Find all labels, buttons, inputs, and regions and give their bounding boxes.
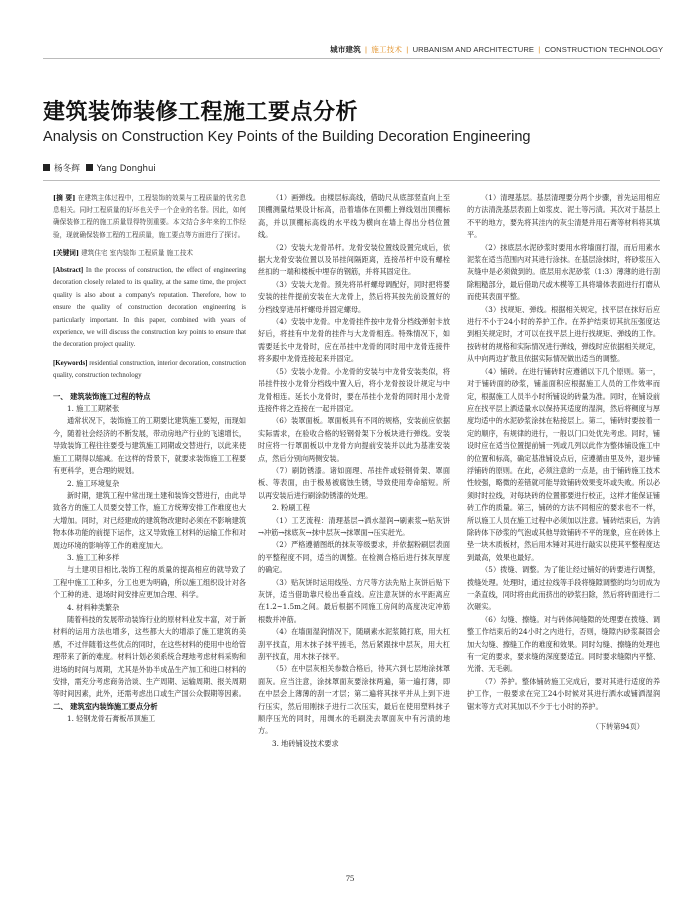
paragraph: （6）勾缝、擦缝。对与砖体间缝隙的处理要在拨缝、调整工作结束后的24小时之内进行，否则，缝隙内砂浆凝固会加大勾缝、擦缝工作的难度和效果。同时勾缝、擦缝的处理也有一定的要求，要求缝的深度要适宜。同时要求缝隙内平整、光滑、无毛刺。	[467, 614, 660, 674]
subheading: 2. 粉刷工程	[272, 503, 310, 513]
subheading: 3. 地砖铺设技术要求	[272, 738, 339, 748]
paragraph: （5）在中层灰相关参数合格后，待其六到七层地涂抹罩面灰。应当注意，涂抹罩面灰要涂抹两遍，第一遍打薄，即在中层会上薄薄的刮一才层；第二遍将其抹平并从上到下进行压实，然后用刚抹子进行二次压实，最后在使用塑料抹子顺序压光的同时，用绸水的毛刷洗去罩面灰中有污渍的地方。	[258, 664, 450, 736]
keywords-cn-label: [关键词]	[53, 248, 80, 257]
square-bullet-icon	[43, 164, 50, 171]
paragraph: （5）拨缝、调整。为了能让经过铺好的砖要进行调整，拨缝处理。处理时，通过拉线等手段将缝隙调整的均匀切成为一条直线，同时将由此而挤出的砂浆扫除，然后将砖面进行二次砸实。	[467, 565, 660, 612]
header-separator: |	[365, 45, 368, 54]
abstract-en-text: In the process of construction, the effect of engineering decoration closely related to its quality, at the same time, the project quality is also about a company's reputation. Therefore, how to ensure the quality of construction decoration engineering is particularly important. In this paper, combined with years of experience, we will discuss the construction key points to ensure that the decoration project quality.	[53, 267, 246, 349]
article-title-cn: 建筑装饰装修工程施工要点分析	[43, 100, 359, 125]
title-rule	[43, 180, 660, 181]
subheading: 4. 材料种类繁杂	[67, 602, 120, 612]
author-line	[43, 162, 156, 174]
subheading: 3. 施工工种多样	[67, 552, 120, 562]
paragraph: （3）找规矩、弹线。根据相关规定，找平层在抹好后应进行不小于24小时的养护工作。在养护结束切其抗压强度达到相关规定时，才可以在找平层上进行找规矩、弹线的工作。按砖材的规格和实际情况进行弹线，弹线时应依据相关规定，从中向两边扩散且依据实际情况做出适当的调整。	[467, 304, 660, 364]
header-separator: |	[538, 45, 541, 54]
paragraph: （7）刷防锈漆。诸如面理、吊挂件或轻钢骨架、罩面板、等表面，由于极易被腐蚀生锈，导致使用寿命缩短。所以再安装后进行刷涂防锈漆的处理。	[258, 465, 450, 500]
paragraph: （2）严格遵循图纸的抹灰等级要求，并依据粉刷层表面的平整程度不同，适当的调整。在检测合格后进行抹灰厚度的确定。	[258, 540, 450, 575]
section-heading-1: 一、 建筑装饰施工过程的特点	[53, 391, 151, 401]
subheading: 1. 轻钢龙骨石膏板吊顶施工	[67, 714, 156, 724]
column-3	[467, 192, 660, 852]
keywords-en-label: [Keywords]	[53, 359, 88, 367]
paragraph: （4）在墙面湿润情况下，随刷素水泥浆随打底，用大杠刮平找直，用木抹子抹平搓毛，然后紧跟抹中层灰，用大杠刮平找直，用木抹子抹平。	[258, 627, 450, 662]
header-journal-cn: 城市建筑	[330, 45, 361, 54]
keywords-cn-text: 建筑住宅 室内装饰 工程质量 施工技术	[81, 248, 193, 257]
subheading: 1. 施工工期紧张	[67, 404, 120, 414]
column-1	[53, 192, 246, 852]
paragraph: （1）画弹线。由楼层标高线，借助尺从底部竖直向上至顶棚测量结果设计标高，沿着墙体在顶棚上弹线划出顶棚标高，并以顶棚标高线的水平线为横向在墙上得出分档位置线。	[258, 193, 450, 240]
paragraph: 新时期，建筑工程中常出现土建和装饰交替进行，由此导致各方的施工人员要交替工作，施工方统筹安排工作难度也大大增加。同时，对已经建成的建筑物改建时必须在不影响建筑物本体功能的前提下运作，这又导致施工材料的运输工作和对周边环境的影响等工作的难度加大。	[53, 490, 246, 550]
subheading: 2. 施工环境复杂	[67, 478, 120, 488]
keywords-en-text: residential construction, interior decoration, construction quality, construction technology	[53, 359, 246, 380]
paragraph: 通常状况下，装饰施工的工期要比建筑施工要短，而现如今，随着社会经济的不断发展，带动房地产行业的飞速增长，导致装饰工程往往要受与建筑施工同期或交替进行，以此来使施工工期得以缩减。在这样的背景下，就要求装饰施工工程要有更科学，更合理的规划。	[53, 416, 246, 476]
abstract-en-label: [Abstract]	[53, 267, 84, 275]
paragraph: 与土建项目相比,装饰工程的质量的提高相应的就导致了工程中施工工种多，分工也更为明确，所以施工组织设计对各个工种的进、退场时间安排应更加合理、科学。	[53, 565, 246, 600]
section-heading-2: 二、 建筑室内装饰施工要点分析	[53, 701, 158, 711]
paragraph: （1）清理基层。基层清理要分两个步骤，首先运用相应的方法清洗基层表面上如浆皮、泥土等污渍。其次对于基层上不平的地方，要先将其洼内的灰尘清楚并用石膏等材料将其填平。	[467, 193, 660, 240]
paragraph: （3）安装大龙骨。预先将吊杆螺母调配好，同时把将要安装的挂件提前安装在大龙骨上，然后将其按先前设置好的分档线穿进吊杆螺母并固定螺母。	[258, 279, 450, 314]
continued-note: （下转第94页）	[591, 722, 644, 732]
journal-header	[330, 44, 664, 55]
abstract-en	[53, 265, 246, 352]
paragraph: （5）安装小龙骨。小龙骨的安装与中龙骨安装类似，将吊挂件按小龙骨分档线中置入后，将小龙骨按设计规定与中龙骨相连。延长小龙骨时，要在吊挂小龙骨的同时用小龙骨连接件将之连接在一起并固定。	[258, 366, 450, 413]
paragraph: （1）工艺流程：清理基层→洒水湿润→刷素浆→贴灰饼→冲筋→抹底灰→抹中层灰→抹罩面→压实赶光。	[258, 515, 450, 537]
paragraph: （2）抹底层水泥砂浆时要用水将墙面打湿，而后用素水泥浆在适当范围内对其进行涂抹。在基层涂抹时，将砂浆压入灰缝中是必须做到的。底层用水泥砂浆（1:3）薄薄的进行刮除粗糙部分，最后借助尺或木模等工具将墙体表面进行打磨从而使其表面平整。	[467, 242, 660, 302]
header-section-cn: 施工技术	[371, 45, 403, 54]
paragraph: 随着科技的发展带动装饰行业的原材料业发丰富，对于新材料的运用方法也增多，这些都大大的增添了施工建筑的美感，不过伴随着这些优点的同时，在这些材料的使用中也给管理带来了新的难度。材料计划必须系统合理地考虑材料采购和进场的时间与周期，尤其是外协半成品生产加工和进口材料的安排，需充分考虑商务洽谈、生产周期、运输周期、报关周期等时间因素，此外，还需考虑出口或生产国公众假期等因素。	[53, 614, 246, 699]
abstract-cn-label: [摘 要]	[53, 194, 76, 202]
page-number: 75	[345, 873, 355, 883]
header-rule	[43, 58, 660, 59]
header-separator: |	[406, 45, 409, 54]
paragraph: （7）养护。整体铺砖施工完成后，要对其进行适度的养护工作，一般要求在完工24小时候对其进行洒水或铺洒湿润锯末等方式对其加以不少于七小时的养护。	[467, 676, 660, 711]
paragraph: （3）贴灰饼时运用线坠、方尺等方法先贴上灰饼后贴下灰饼，适当借助靠尺检出垂直线。应注意灰饼的水平距离应在1.2~1.5m之间。最后根据不同施工房间的高度决定冲筋根数并冲筋。	[258, 577, 450, 624]
paragraph: （4）铺砖。在进行铺砖时应遵循以下几个原则。第一，对于铺砖面的砂浆，铺盖面积应根据施工人员的工作效率而定，根据施工人员半小时所铺设的砖量为准。同时，在铺设前应在找平层上洒适量水以保持其适度的湿润，然后将稠度与厚度均适中的水泥砂浆涂抹在粘接层上。第二，铺砖时要按着一定的顺序，有规律的进行，一般以门口处优先考虑。同时，铺设时应在适当位置提前铺一列或几列以此作为整体铺设施工中的位置和标高，确定基准铺设点后，应遵循由里及外，退步铺浮铺砖的原则。在此，必须注意的一点是，由于铺砖施工技术性较强，略微的差错就可能导致铺砖效果变坏或失败。所以必须时时拉线，对每块砖的位置都要进行校正，这样才能保证铺砖工作的质量。第三，铺砖的方法不同相应的要求也不一样，所以施工人员在施工过程中必须加以注意。铺砖结束后，为消除砖体下砂浆的气泡或其他导致铺砖不平的现象，应在砖体上垫一块木质板材，然后用木锤对其进行敲实以使其平整程度达到最高，效果也最好。	[467, 366, 660, 562]
paragraph: （6）装罩面板。罩面板具有不同的规格，安装前应依据实际需求，在验收合格的轻钢骨架下分板块进行弹线。安装时应将一行罩面板以中龙骨方向提前安装并以此为基准安装点，然后分别向两侧安装。	[258, 416, 450, 463]
header-journal-en: URBANISM AND ARCHITECTURE	[412, 45, 535, 54]
column-2	[258, 192, 450, 852]
header-section-en: CONSTRUCTION TECHNOLOGY	[544, 45, 664, 54]
paragraph: （2）安装大龙骨吊杆。龙骨安装位置线设置完成后，依据大龙骨安装位置以及吊挂间隔距离，连接吊杆中设有螺栓丝扣的一端和楼板中埋存的钢筋，并将其固定住。	[258, 242, 450, 277]
square-bullet-icon	[86, 164, 93, 171]
paragraph: （4）安装中龙骨。中龙骨挂件按中龙骨分档线弹射卡放好后，将挂有中龙骨的挂件与大龙骨相连。特殊情况下，如需要延长中龙骨时，应在吊挂中龙骨的同时用中龙骨连接件将多跟中龙骨连接起来并固定。	[258, 317, 450, 364]
author-cn: 杨冬辉	[54, 164, 80, 174]
keywords-en	[53, 358, 246, 383]
abstract-cn	[53, 192, 246, 241]
abstract-cn-text: 在建筑主体过程中，工程装饰的效果与工程质量的优劣息息相关。同时工程质量的好坏也关乎一个企业的名誉。因此，如何确保装修工程的施工质量显得特别重要。本文结合多年来的工作经验，现就确保装修工程的工程质量，施工要点等方面进行了探讨。	[53, 194, 246, 239]
article-title-en: Analysis on Construction Key Points of the Building Decoration Engineering	[43, 129, 531, 145]
keywords-cn	[53, 247, 246, 259]
author-en: Yang Donghui	[96, 164, 156, 174]
